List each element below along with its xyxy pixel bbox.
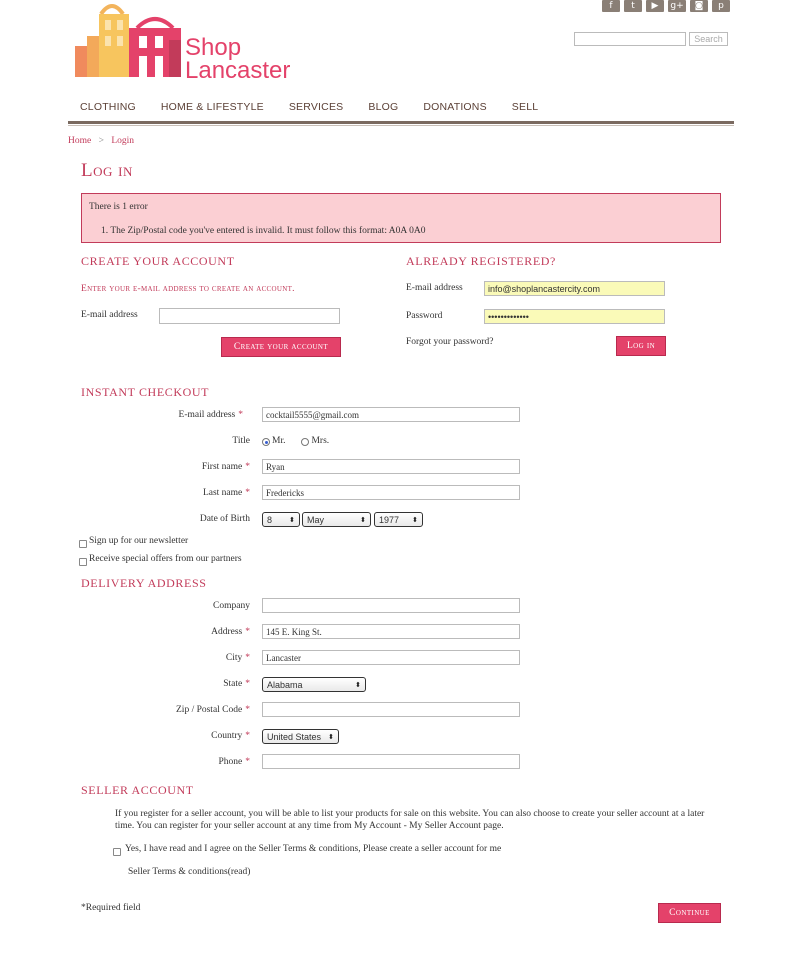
logo-text-lancaster: Lancaster bbox=[185, 57, 291, 82]
social-links bbox=[602, 0, 730, 12]
radio-mrs[interactable] bbox=[301, 438, 309, 446]
newsletter-label: Sign up for our newsletter bbox=[89, 536, 189, 546]
checkout-email-label: E-mail address * bbox=[178, 410, 243, 420]
last-name-label: Last name * bbox=[202, 488, 250, 498]
dob-day-select[interactable] bbox=[262, 512, 300, 527]
nav-services[interactable]: SERVICES bbox=[288, 101, 344, 113]
nav-sell[interactable]: SELL bbox=[511, 101, 539, 113]
checkout-email-input[interactable] bbox=[262, 407, 520, 422]
last-name-input[interactable] bbox=[262, 485, 520, 500]
facebook-icon[interactable]: f bbox=[602, 0, 620, 12]
breadcrumb-separator: > bbox=[98, 136, 104, 146]
state-value: Alabama bbox=[267, 679, 303, 690]
seller-description: If you register for a seller account, you will be able to list your products for sale on this website. You can also choose to create your seller account at a later time. You can register for your seller account at any time from My Account - My Seller Account page. bbox=[115, 809, 705, 831]
nav-divider-thin bbox=[68, 125, 734, 126]
title-radio-group bbox=[262, 436, 329, 446]
radio-mr-label: Mr. bbox=[272, 436, 286, 446]
youtube-icon[interactable]: ▶ bbox=[646, 0, 664, 12]
breadcrumb-current: Login bbox=[111, 136, 135, 146]
google-plus-icon[interactable]: g+ bbox=[668, 0, 686, 12]
pinterest-icon[interactable]: p bbox=[712, 0, 730, 12]
create-email-label: E-mail address bbox=[81, 310, 138, 320]
company-input[interactable] bbox=[262, 598, 520, 613]
error-heading: There is 1 error bbox=[89, 202, 148, 212]
breadcrumb-home[interactable]: Home bbox=[68, 136, 92, 146]
phone-input[interactable] bbox=[262, 754, 520, 769]
nav-donations[interactable]: DONATIONS bbox=[423, 101, 487, 113]
search-input[interactable] bbox=[574, 32, 686, 46]
dob-day-value: 8 bbox=[267, 514, 273, 525]
country-label: Country * bbox=[211, 731, 250, 741]
address-input[interactable] bbox=[262, 624, 520, 639]
country-value: United States bbox=[267, 731, 322, 742]
city-input[interactable] bbox=[262, 650, 520, 665]
login-email-input[interactable] bbox=[484, 281, 665, 296]
zip-input[interactable] bbox=[262, 702, 520, 717]
select-arrows-icon: ⬍ bbox=[289, 515, 295, 524]
nav-divider bbox=[68, 121, 734, 124]
logo-text-shop: Shop bbox=[185, 34, 242, 61]
first-name-label: First name * bbox=[201, 462, 250, 472]
dob-label: Date of Birth bbox=[199, 514, 250, 524]
seller-agree-checkbox[interactable] bbox=[113, 848, 121, 856]
nav-home-lifestyle[interactable]: HOME & LIFESTYLE bbox=[160, 101, 264, 113]
instant-checkout-title: INSTANT CHECKOUT bbox=[81, 385, 210, 399]
login-email-label: E-mail address bbox=[406, 283, 463, 293]
city-label: City * bbox=[225, 653, 250, 663]
dob-month-select[interactable] bbox=[302, 512, 371, 527]
required-field-note: *Required field bbox=[81, 903, 141, 913]
seller-agree-label: Yes, I have read and I agree on the Seller Terms & conditions, Please create a seller account for me bbox=[125, 844, 502, 854]
select-arrows-icon: ⬍ bbox=[360, 515, 366, 524]
radio-mr[interactable] bbox=[262, 438, 270, 446]
create-account-subtitle: Enter your e-mail address to create an account. bbox=[81, 284, 295, 294]
main-nav bbox=[68, 101, 538, 117]
country-select[interactable] bbox=[262, 729, 339, 744]
page-title: Log in bbox=[81, 160, 133, 181]
breadcrumb bbox=[68, 136, 134, 146]
title-label: Title bbox=[232, 436, 250, 446]
select-arrows-icon: ⬍ bbox=[412, 515, 418, 524]
search-button[interactable]: Search bbox=[689, 32, 728, 46]
create-account-button[interactable]: Create your account bbox=[221, 337, 341, 357]
twitter-icon[interactable]: t bbox=[624, 0, 642, 12]
select-arrows-icon: ⬍ bbox=[328, 732, 334, 741]
create-account-title: CREATE YOUR ACCOUNT bbox=[81, 254, 235, 268]
address-label: Address * bbox=[211, 627, 250, 637]
dob-month-value: May bbox=[307, 514, 325, 525]
error-box bbox=[81, 193, 721, 243]
log-in-button[interactable]: Log in bbox=[616, 336, 666, 356]
continue-button[interactable]: Continue bbox=[658, 903, 721, 923]
dob-year-select[interactable] bbox=[374, 512, 423, 527]
nav-clothing[interactable]: CLOTHING bbox=[80, 101, 136, 113]
zip-label: Zip / Postal Code * bbox=[176, 705, 250, 715]
password-input[interactable] bbox=[484, 309, 665, 324]
state-label: State * bbox=[223, 679, 250, 689]
password-label: Password bbox=[406, 311, 443, 321]
delivery-address-title: DELIVERY ADDRESS bbox=[81, 576, 207, 590]
state-select[interactable] bbox=[262, 677, 366, 692]
radio-mrs-label: Mrs. bbox=[311, 436, 330, 446]
phone-label: Phone * bbox=[218, 757, 250, 767]
offers-checkbox[interactable] bbox=[79, 558, 87, 566]
company-label: Company bbox=[213, 601, 250, 611]
newsletter-checkbox[interactable] bbox=[79, 540, 87, 548]
seller-account-title: SELLER ACCOUNT bbox=[81, 783, 194, 797]
error-message: 1. The Zip/Postal code you've entered is invalid. It must follow this format: A0A 0A0 bbox=[101, 226, 426, 236]
instagram-icon[interactable]: ◙ bbox=[690, 0, 708, 12]
create-email-input[interactable] bbox=[159, 308, 340, 324]
shop-lancaster-logo[interactable] bbox=[73, 0, 308, 82]
nav-blog[interactable]: BLOG bbox=[368, 101, 399, 113]
dob-year-value: 1977 bbox=[379, 514, 400, 525]
seller-terms-link[interactable]: Seller Terms & conditions(read) bbox=[128, 867, 251, 877]
select-arrows-icon: ⬍ bbox=[355, 680, 361, 689]
offers-label: Receive special offers from our partners bbox=[89, 554, 242, 564]
already-registered-title: ALREADY REGISTERED? bbox=[406, 254, 556, 268]
first-name-input[interactable] bbox=[262, 459, 520, 474]
forgot-password-link[interactable]: Forgot your password? bbox=[406, 337, 494, 347]
